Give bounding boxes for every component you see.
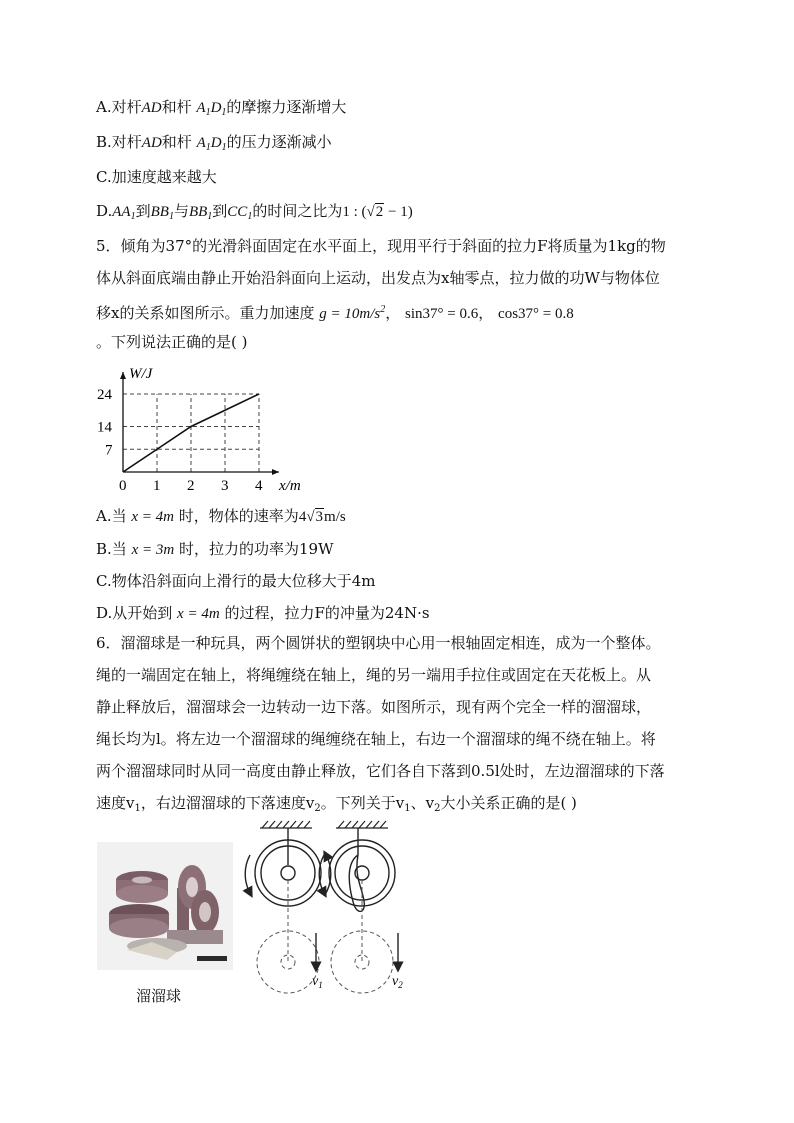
label-v2: $v_2$ (392, 974, 403, 990)
x-tick-label: 1 (153, 478, 161, 494)
q5-option-b: B.当 x = 3m 时，拉力的功率为19W (96, 540, 334, 558)
cos-expression: cos37° = 0.8 (498, 306, 574, 322)
yoyo-photo-illustration (97, 842, 233, 970)
ceiling-left (260, 821, 312, 828)
q5-option-d: D.从开始到 x = 4m 的过程，拉力F的冲量为24N·s (96, 604, 430, 622)
q5-stem-line-4: 。下列说法正确的是( ) (96, 333, 248, 351)
q5-stem-line-2: 体从斜面底端由静止开始沿斜面向上运动，出发点为x轴零点，拉力做的功W与物体位 (96, 269, 660, 287)
y-tick-label: 7 (105, 442, 113, 459)
work-displacement-chart (95, 358, 325, 498)
gravity-expression: $g = 10m/s^2$ (319, 304, 386, 322)
ceiling-right (336, 821, 388, 828)
dashed-guides (257, 880, 393, 993)
q4-option-d: $D.AA_1$到$BB_1$与$BB_1$到$CC_1$的时间之比为1 : (√2 − 1) (96, 202, 413, 222)
yoyo-diagram (236, 815, 416, 995)
q5-stem-line-3: 移x的关系如图所示。重力加速度 $g = 10m/s^2$， sin37° = 0.6， cos37° = 0.8 (96, 304, 574, 322)
velocity-arrows (316, 933, 398, 967)
photo-caption: 溜溜球 (136, 987, 182, 1005)
label-v1: $v_1$ (312, 974, 323, 990)
y-tick-label: 14 (97, 419, 112, 436)
y-axis-label: W/J (129, 366, 153, 382)
q6-stem-line-3: 静止释放后，溜溜球会一边转动一边下落。如图所示，现有两个完全一样的溜溜球， (96, 698, 652, 716)
q6-stem-line-5: 两个溜溜球同时从同一高度由静止释放，它们各自下落到0.5l处时，左边溜溜球的下落 (96, 762, 665, 780)
q6-stem-line-4: 绳长均为l。将左边一个溜溜球的绳缠绕在轴上，右边一个溜溜球的绳不绕在轴上。将 (96, 730, 656, 748)
q5-option-a: A.当 x = 4m 时，物体的速率为4√3m/s (96, 507, 346, 525)
x-axis-label: x/m (279, 478, 301, 494)
q5-option-c: C.物体沿斜面向上滑行的最大位移大于4m (96, 572, 376, 590)
y-axis-arrow (120, 372, 126, 379)
q6-stem-line-6: 速度$v_1$，右边溜溜球的下落速度$v_2$。下列关于$v_1$、$v_2$大小关系正确的是( ) (96, 794, 577, 814)
q4-option-b: B.对杆AD和杆 $A_1D_1$的压力逐渐减小 (96, 133, 332, 153)
y-tick-label: 24 (97, 387, 112, 403)
x-tick-label: 4 (255, 478, 263, 494)
x-tick-label: 3 (221, 478, 229, 494)
yoyo-photo (97, 842, 233, 970)
q4-option-c: C.加速度越来越大 (96, 168, 217, 186)
x-axis-arrow (272, 469, 279, 475)
x-tick-label: 0 (119, 478, 127, 494)
q6-stem-line-1: 6．溜溜球是一种玩具，两个圆饼状的塑钢块中心用一根轴固定相连，成为一个整体。 (96, 634, 661, 652)
sin-expression: sin37° = 0.6 (405, 306, 479, 322)
q5-stem-line-1: 5．倾角为37°的光滑斜面固定在水平面上，现用平行于斜面的拉力F将质量为1kg的物 (96, 237, 666, 255)
q6-stem-line-2: 绳的一端固定在轴上，将绳缠绕在轴上，绳的另一端用手拉住或固定在天花板上。从 (96, 666, 652, 684)
q4-option-a: A.对杆AD和杆 $A_1D_1$的摩擦力逐渐增大 (96, 98, 347, 118)
x-tick-label: 2 (187, 478, 195, 494)
